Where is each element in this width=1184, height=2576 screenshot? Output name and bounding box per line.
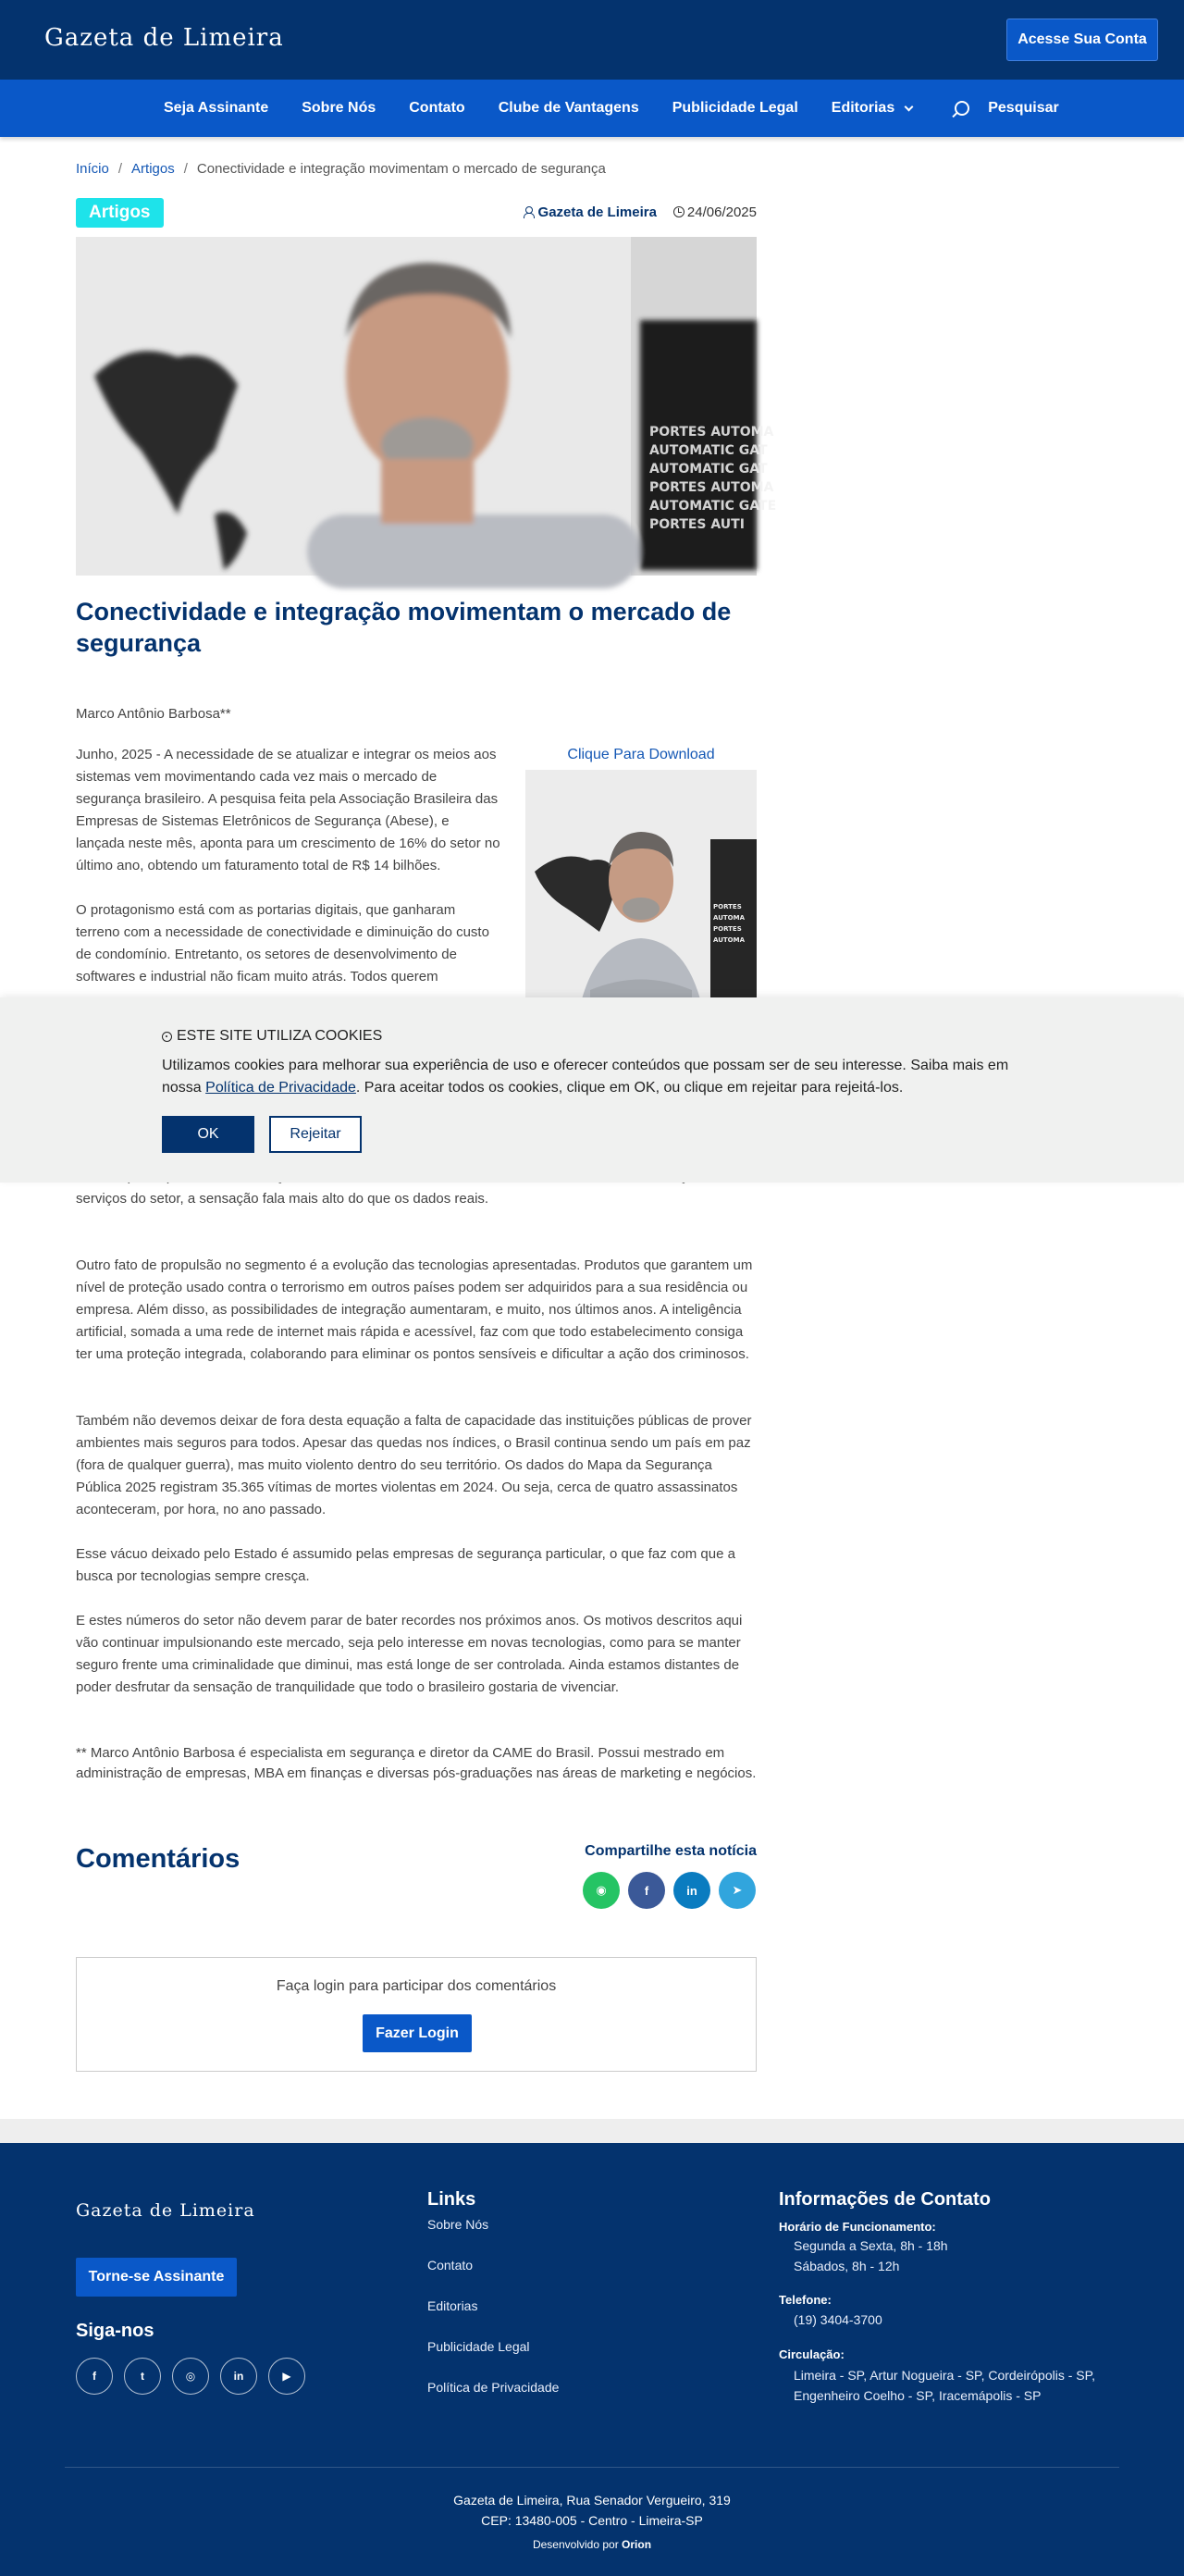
user-icon xyxy=(524,206,533,217)
cookie-icon xyxy=(162,1032,172,1042)
linkedin-icon[interactable]: in xyxy=(220,2358,257,2395)
comments-login-box xyxy=(76,1957,757,2072)
facebook-icon[interactable]: f xyxy=(628,1872,665,1909)
contact-title: Informações de Contato xyxy=(779,2189,991,2210)
article-paragraph: Esse vácuo deixado pelo Estado é assumido pelas empresas de segurança particular, o que faz com que a busca por tecnologias sempre cresça. xyxy=(76,1546,735,1584)
section-divider xyxy=(0,2119,1184,2143)
article-byline: Marco Antônio Barbosa** xyxy=(76,706,231,722)
footer-link-editorias[interactable]: Editorias xyxy=(427,2298,478,2313)
breadcrumb xyxy=(76,161,606,177)
footer-link-publicidade-legal[interactable]: Publicidade Legal xyxy=(427,2339,530,2354)
cookie-title xyxy=(162,1028,382,1045)
login-message: Faça login para participar dos comentários xyxy=(276,1978,557,1994)
nav-item-seja-assinante[interactable]: Seja Assinante xyxy=(164,100,269,116)
breadcrumb-section[interactable]: Artigos xyxy=(131,161,175,177)
article-paragraph: Outro fato de propulsão no segmento é a evolução das tecnologias apresentadas. Produtos que garantem um nível de proteção usado contra o terrorismo em outros países podem ser adquiridos para a sua residência ou empresa. Além disso, as possibilidades de integração aumentaram, e muito, nos últimos anos. A inteligência artificial, somada a uma rede de internet mais rápida e acessível, faz com que todo estabelecimento consiga ter uma proteção integrada, colaborando para eliminar os pontos sensíveis e dificultar a ação dos criminosos. xyxy=(76,1257,753,1362)
cookie-text-after: . Para aceitar todos os cookies, clique em OK, ou clique em rejeitar para rejeitá-los. xyxy=(355,1080,904,1096)
hours-weekdays: Segunda a Sexta, 8h - 18h xyxy=(794,2238,948,2253)
links-title: Links xyxy=(427,2189,476,2210)
nav-item-sobre-nos[interactable]: Sobre Nós xyxy=(302,100,376,116)
circulation-value: Limeira - SP, Artur Nogueira - SP, Cordeirópolis - SP, Engenheiro Coelho - SP, Iracemápolis - SP xyxy=(794,2368,1096,2403)
svg-text:AUTOMATIC GATE: AUTOMATIC GATE xyxy=(649,499,777,514)
footer xyxy=(0,2143,1184,2576)
article-paragraph: E estes números do setor não devem parar de bater recordes nos próximos anos. Os motivos descritos aqui vão continuar impulsionando este mercado, seja pelo interesse em novas tecnologias, como para se manter seguro frente uma criminalidade que diminui, mas está longe de ser controlada. Ainda estamos distantes de poder desfrutar da sensação de tranquilidade que todo o brasileiro gostaria de vivenciar. xyxy=(76,1613,743,1695)
svg-text:AUTOMA: AUTOMA xyxy=(713,914,745,922)
youtube-icon[interactable]: ▶ xyxy=(268,2358,305,2395)
search-button[interactable] xyxy=(955,100,1058,117)
account-button[interactable]: Acesse Sua Conta xyxy=(1006,19,1158,61)
footer-logo[interactable]: Gazeta de Limeira xyxy=(76,2200,255,2221)
nav-item-contato[interactable]: Contato xyxy=(409,100,465,116)
svg-text:PORTES AUTOMA: PORTES AUTOMA xyxy=(649,480,774,495)
article-paragraph: Também não devemos deixar de fora desta equação a falta de capacidade das instituições públicas de prover ambientes mais seguros para todos. Apesar das quedas nos índices, o Brasil continua sendo um país em paz (fora de qualquer guerra), mas muito violento dentro do seu território. Os dados do Mapa da Segurança Pública 2025 registram 35.365 vítimas de mortes violentas em 2024. Ou seja, cerca de quatro assassinatos aconteceram, por hora, no ano passado. xyxy=(76,1413,752,1517)
social-links xyxy=(76,2358,316,2395)
top-header xyxy=(0,0,1184,80)
dev-name[interactable]: Orion xyxy=(622,2538,652,2551)
facebook-icon[interactable]: f xyxy=(76,2358,113,2395)
breadcrumb-separator: / xyxy=(117,161,123,177)
cookie-reject-button[interactable]: Rejeitar xyxy=(269,1116,362,1153)
breadcrumb-home[interactable]: Início xyxy=(76,161,109,177)
cookie-text xyxy=(162,1055,1022,1099)
article-paragraph: ** Marco Antônio Barbosa é especialista em segurança e diretor da CAME do Brasil. Possui mestrado em administração de empresas, MBA em finanças e diversas pós-graduações nas áreas de marketing e negócios. xyxy=(76,1745,757,1781)
phone-value: (19) 3404-3700 xyxy=(794,2312,882,2327)
developer-credit xyxy=(0,2538,1184,2551)
date-value: 24/06/2025 xyxy=(686,204,757,220)
article-paragraph: Junho, 2025 - A necessidade de se atualizar e integrar os meios aos sistemas vem movimentando cada vez mais o mercado de segurança brasileiro. A pesquisa feita pela Associação Brasileira das Empresas de Sistemas Eletrônicos de Segurança (Abese), e lançada neste mês, aponta para um crescimento de 16% do setor no último ano, obtendo um faturamento total de R$ 14 bilhões. xyxy=(76,747,500,873)
svg-text:AUTOMATIC GAT: AUTOMATIC GAT xyxy=(649,443,768,458)
author-photo[interactable] xyxy=(525,770,757,1024)
instagram-icon[interactable]: ◎ xyxy=(172,2358,209,2395)
dev-prefix: Desenvolvido por xyxy=(532,2538,623,2551)
telegram-icon[interactable]: ➤ xyxy=(719,1872,756,1909)
linkedin-icon[interactable]: in xyxy=(673,1872,710,1909)
circulation-label: Circulação: xyxy=(779,2347,845,2361)
download-figure xyxy=(525,744,757,1024)
follow-title: Siga-nos xyxy=(76,2321,154,2341)
cookie-banner xyxy=(0,997,1184,1183)
privacy-policy-link[interactable]: Política de Privacidade xyxy=(205,1080,356,1096)
hours-saturday: Sábados, 8h - 12h xyxy=(794,2259,900,2273)
footer-link-sobre-nos[interactable]: Sobre Nós xyxy=(427,2217,489,2232)
search-label: Pesquisar xyxy=(988,100,1059,116)
article-paragraph: O protagonismo está com as portarias digitais, que ganharam terreno com a necessidade de conectividade e diminuição do custo de condomínio. Entretanto, os setores de desenvolvimento de softwares e industrial não ficam muito atrás. Todos querem xyxy=(76,902,489,985)
login-button[interactable]: Fazer Login xyxy=(363,2014,472,2052)
hours-label: Horário de Funcionamento: xyxy=(779,2220,936,2234)
twitter-icon[interactable]: t xyxy=(124,2358,161,2395)
article-author[interactable] xyxy=(524,204,657,220)
nav-item-editorias-label: Editorias xyxy=(831,100,895,116)
footer-address xyxy=(0,2490,1184,2531)
category-badge[interactable]: Artigos xyxy=(76,198,164,228)
svg-text:PORTES AUTOMA: PORTES AUTOMA xyxy=(649,425,774,440)
cookie-text-before: Utilizamos cookies para melhorar sua experiência de uso e oferecer conteúdos que possam ser de seu interesse. Saiba mais em nossa xyxy=(162,1058,1009,1096)
author-name: Gazeta de Limeira xyxy=(537,204,657,220)
svg-text:PORTES: PORTES xyxy=(713,925,742,933)
article-meta xyxy=(524,202,757,222)
share-label: Compartilhe esta notícia xyxy=(585,1843,757,1859)
cookie-title-text: ESTE SITE UTILIZA COOKIES xyxy=(177,1028,383,1044)
svg-text:PORTES: PORTES xyxy=(713,903,742,910)
comments-title: Comentários xyxy=(76,1844,240,1874)
chevron-down-icon xyxy=(905,102,914,111)
phone-label: Telefone: xyxy=(779,2293,832,2307)
site-logo[interactable]: Gazeta de Limeira xyxy=(44,24,284,52)
nav-item-clube-de-vantagens[interactable]: Clube de Vantagens xyxy=(498,100,639,116)
whatsapp-icon[interactable]: ◉ xyxy=(583,1872,620,1909)
address-line-2: CEP: 13480-005 - Centro - Limeira-SP xyxy=(481,2513,703,2528)
address-line-1: Gazeta de Limeira, Rua Senador Vergueiro, 319 xyxy=(453,2493,731,2508)
main-nav xyxy=(0,80,1184,137)
subscribe-button[interactable]: Torne-se Assinante xyxy=(76,2258,237,2297)
search-icon xyxy=(955,101,969,116)
share-icons xyxy=(583,1872,756,1909)
svg-text:AUTOMA: AUTOMA xyxy=(713,936,745,944)
footer-divider xyxy=(65,2467,1119,2468)
hero-photo xyxy=(76,237,777,576)
footer-link-politica-de-privacidade[interactable]: Política de Privacidade xyxy=(427,2380,560,2395)
footer-link-contato[interactable]: Contato xyxy=(427,2258,474,2273)
article-paragraph: serviços do setor, a sensação fala mais alto do que os dados reais. xyxy=(76,1191,489,1207)
cookie-ok-button[interactable]: OK xyxy=(162,1116,254,1153)
article-title: Conectividade e integração movimentam o mercado de segurança xyxy=(76,598,732,657)
article-date xyxy=(673,204,757,220)
svg-text:PORTES AUTI: PORTES AUTI xyxy=(649,517,745,532)
breadcrumb-separator: / xyxy=(183,161,188,177)
breadcrumb-current: Conectividade e integração movimentam o mercado de segurança xyxy=(196,161,606,177)
clock-icon xyxy=(673,206,684,217)
svg-text:AUTOMATIC GAT: AUTOMATIC GAT xyxy=(649,462,768,477)
nav-item-publicidade-legal[interactable]: Publicidade Legal xyxy=(672,100,798,116)
download-link[interactable]: Clique Para Download xyxy=(567,747,715,762)
nav-item-editorias[interactable] xyxy=(832,100,912,117)
